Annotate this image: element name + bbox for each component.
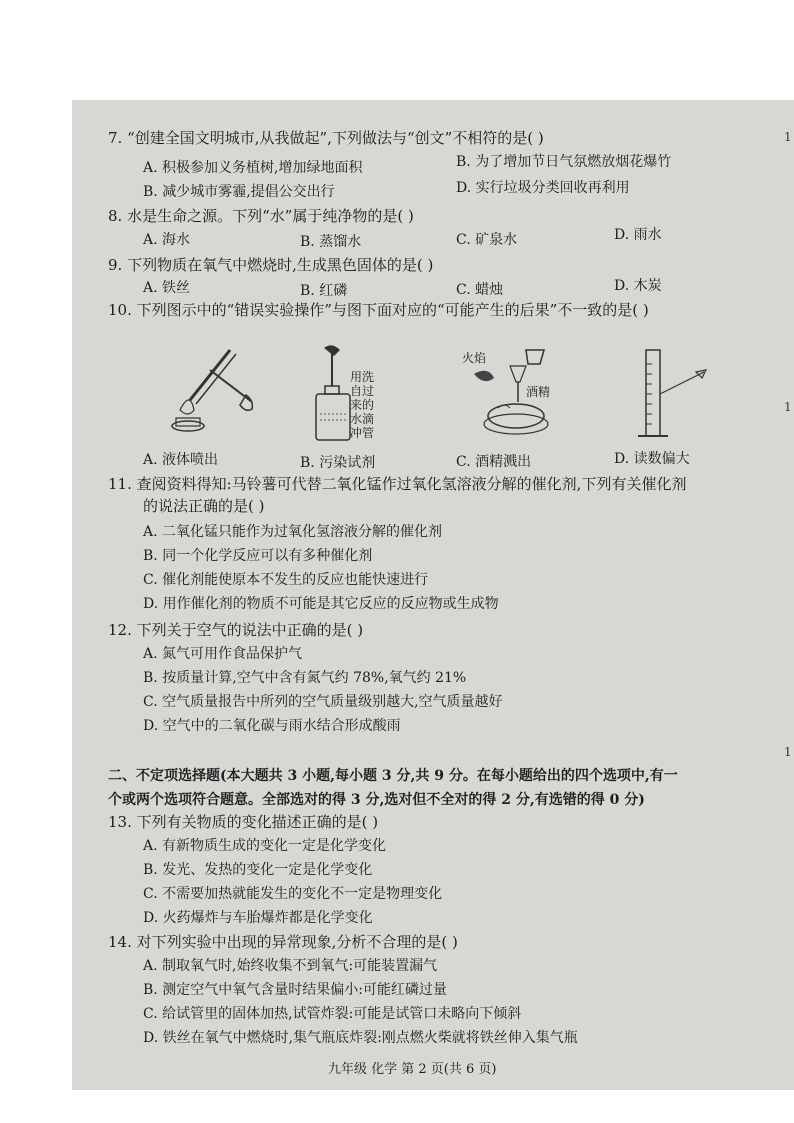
figure-b-label-1: 用洗 — [350, 370, 375, 384]
question-8-option-d: D. 雨水 — [614, 227, 662, 243]
edge-mark-1: 1 — [784, 130, 792, 144]
section-2-heading-line-1: 二、不定项选择题(本大题共 3 小题,每小题 3 分,共 9 分。在每小题给出的四个选项中,有一 — [108, 768, 678, 784]
question-14-option-c: C. 给试管里的固体加热,试管炸裂:可能是试管口未略向下倾斜 — [143, 1006, 522, 1022]
figure-a-test-tube-heating — [160, 340, 260, 440]
question-9-option-c: C. 蜡烛 — [456, 282, 504, 298]
figure-c-flame-label: 火焰 — [462, 351, 487, 365]
question-7-option-c: B. 减少城市雾霾,提倡公交出行 — [143, 184, 335, 200]
question-13-stem: 13. 下列有关物质的变化描述正确的是( ) — [108, 813, 379, 831]
figure-c-alcohol-label: 酒精 — [526, 385, 551, 399]
question-10-option-d: D. 读数偏大 — [614, 451, 690, 467]
question-9-option-b: B. 红磷 — [300, 283, 348, 299]
section-2-heading-line-2: 个或两个选项符合题意。全部选对的得 3 分,选对但不全对的得 2 分,有选错的得 0 分) — [108, 792, 645, 808]
question-11-option-d: D. 用作催化剂的物质不可能是其它反应的反应物或生成物 — [143, 596, 499, 612]
question-8-stem: 8. 水是生命之源。下列“水”属于纯净物的是( ) — [108, 207, 414, 225]
question-12-option-d: D. 空气中的二氧化碳与雨水结合形成酸雨 — [143, 718, 401, 734]
question-14-stem: 14. 对下列实验中出现的异常现象,分析不合理的是( ) — [108, 933, 458, 951]
page-footer: 九年级 化学 第 2 页(共 6 页) — [328, 1062, 497, 1077]
question-13-option-c: C. 不需要加热就能发生的变化不一定是物理变化 — [143, 886, 443, 902]
question-7-option-b: B. 为了增加节日气氛燃放烟花爆竹 — [456, 154, 672, 170]
question-7-option-d: D. 实行垃圾分类回收再利用 — [456, 180, 630, 196]
question-14-option-a: A. 制取氧气时,始终收集不到氧气:可能装置漏气 — [143, 958, 438, 974]
question-7-option-a: A. 积极参加义务植树,增加绿地面积 — [143, 160, 363, 176]
edge-mark-2: 1 — [784, 400, 792, 414]
question-8-option-b: B. 蒸馏水 — [300, 234, 362, 250]
question-10-stem: 10. 下列图示中的“错误实验操作”与图下面对应的“可能产生的后果”不一致的是( ) — [108, 301, 649, 319]
question-11-option-b: B. 同一个化学反应可以有多种催化剂 — [143, 548, 373, 564]
question-12-option-c: C. 空气质量报告中所列的空气质量级别越大,空气质量越好 — [143, 694, 503, 710]
figure-b-dropper-bottle — [310, 344, 355, 444]
question-7-stem: 7. “创建全国文明城市,从我做起”,下列做法与“创文”不相符的是( ) — [108, 129, 544, 147]
question-11-option-a: A. 二氧化锰只能作为过氧化氢溶液分解的催化剂 — [143, 524, 443, 540]
question-12-option-b: B. 按质量计算,空气中含有氮气约 78%,氧气约 21% — [143, 670, 467, 686]
question-9-stem: 9. 下列物质在氧气中燃烧时,生成黑色固体的是( ) — [108, 256, 434, 274]
figure-b-label-2: 自过 — [350, 384, 375, 398]
question-10-option-a: A. 液体喷出 — [143, 452, 219, 468]
question-12-option-a: A. 氮气可用作食品保护气 — [143, 646, 303, 662]
question-8-option-c: C. 矿泉水 — [456, 232, 518, 248]
figure-c-alcohol-lamp — [470, 344, 560, 444]
question-14-option-d: D. 铁丝在氧气中燃烧时,集气瓶底炸裂:刚点燃火柴就将铁丝伸入集气瓶 — [143, 1030, 578, 1046]
question-10-option-c: C. 酒精溅出 — [456, 454, 532, 470]
figure-b-label-4: 水滴 — [350, 412, 375, 426]
question-13-option-b: B. 发光、发热的变化一定是化学变化 — [143, 862, 373, 878]
figure-b-label-3: 来的 — [350, 398, 375, 412]
figure-d-graduated-cylinder — [630, 344, 710, 444]
question-9-option-d: D. 木炭 — [614, 278, 662, 294]
figure-b-label-5: 冲管 — [350, 426, 375, 440]
question-8-option-a: A. 海水 — [143, 232, 191, 248]
question-13-option-d: D. 火药爆炸与车胎爆炸都是化学变化 — [143, 910, 373, 926]
question-12-stem: 12. 下列关于空气的说法中正确的是( ) — [108, 621, 364, 639]
question-11-option-c: C. 催化剂能使原本不发生的反应也能快速进行 — [143, 572, 429, 588]
edge-mark-3: 1 — [784, 745, 792, 759]
question-9-option-a: A. 铁丝 — [143, 280, 191, 296]
question-11-stem-continued: 的说法正确的是( ) — [143, 497, 265, 515]
question-14-option-b: B. 测定空气中氧气含量时结果偏小:可能红磷过量 — [143, 982, 447, 998]
question-10-option-b: B. 污染试剂 — [300, 455, 376, 471]
question-13-option-a: A. 有新物质生成的变化一定是化学变化 — [143, 838, 387, 854]
question-11-stem: 11. 查阅资料得知:马铃薯可代替二氧化锰作过氧化氢溶液分解的催化剂,下列有关催化剂 — [108, 475, 687, 493]
